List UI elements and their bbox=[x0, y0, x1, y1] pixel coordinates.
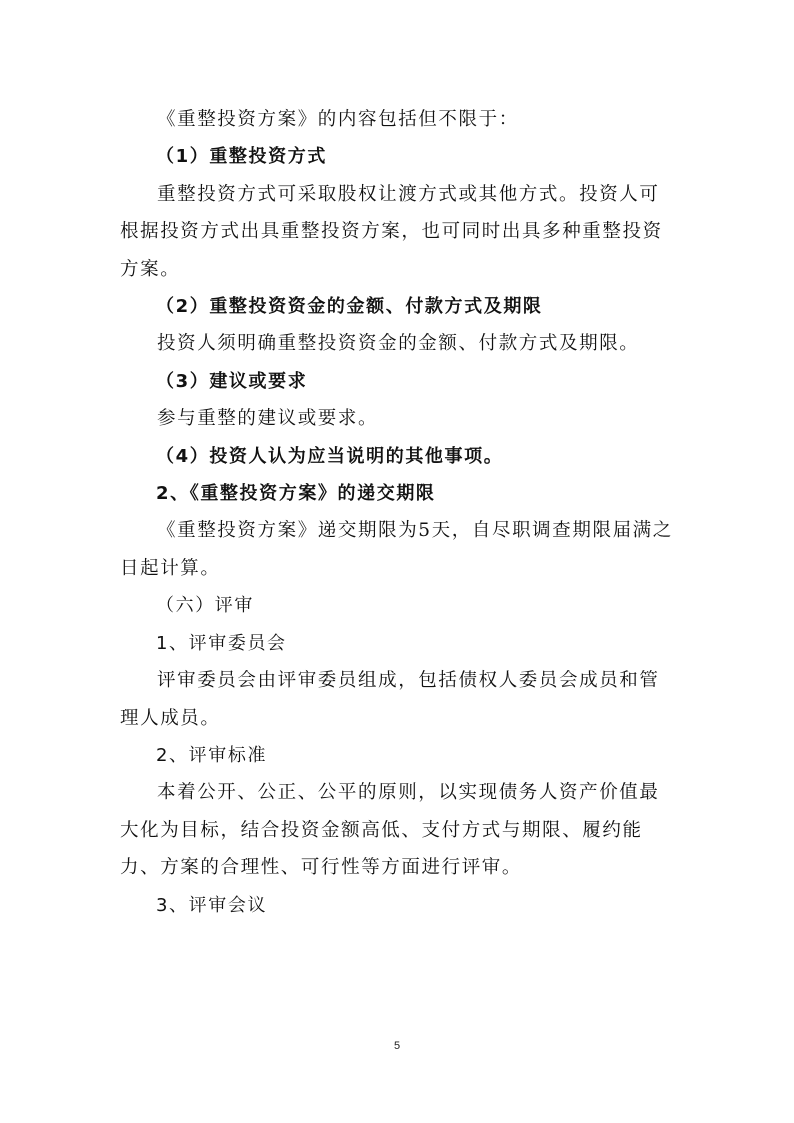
page-number: 5 bbox=[393, 1040, 401, 1052]
heading-other-matters: （4）投资人认为应当说明的其他事项。 bbox=[156, 445, 504, 467]
paragraph-submission-deadline: 《重整投资方案》递交期限为5天，自尽职调查期限届满之日起计算。 bbox=[120, 520, 673, 579]
heading-suggestions: （3）建议或要求 bbox=[156, 370, 308, 392]
section-heading-review: （六）评审 bbox=[156, 595, 254, 617]
heading-review-criteria: 2、评审标准 bbox=[156, 744, 268, 766]
heading-review-meeting: 3、评审会议 bbox=[156, 894, 268, 916]
document-body bbox=[120, 101, 674, 924]
paragraph-suggestions: 参与重整的建议或要求。 bbox=[157, 408, 379, 430]
heading-investment-method: （1）重整投资方式 bbox=[156, 146, 327, 168]
heading-review-committee: 1、评审委员会 bbox=[156, 632, 287, 654]
heading-funding-amount: （2）重整投资资金的金额、付款方式及期限 bbox=[156, 296, 543, 318]
paragraph-review-committee: 评审委员会由评审委员组成，包括债权人委员会成员和管理人成员。 bbox=[120, 670, 660, 729]
paragraph-review-criteria: 本着公开、公正、公平的原则，以实现债务人资产价值最大化为目标，结合投资金额高低、支付方式与期限、履约能力、方案的合理性、可行性等方面进行评审。 bbox=[120, 782, 660, 879]
paragraph-funding-amount: 投资人须明确重整投资资金的金额、付款方式及期限。 bbox=[157, 333, 640, 355]
heading-submission-deadline: 2、《重整投资方案》的递交期限 bbox=[156, 483, 436, 505]
intro-paragraph: 《重整投资方案》的内容包括但不限于： bbox=[157, 109, 519, 130]
paragraph-investment-method: 重整投资方式可采取股权让渡方式或其他方式。投资人可根据投资方式出具重整投资方案，也可同时出具多种重整投资方案。 bbox=[120, 183, 663, 280]
